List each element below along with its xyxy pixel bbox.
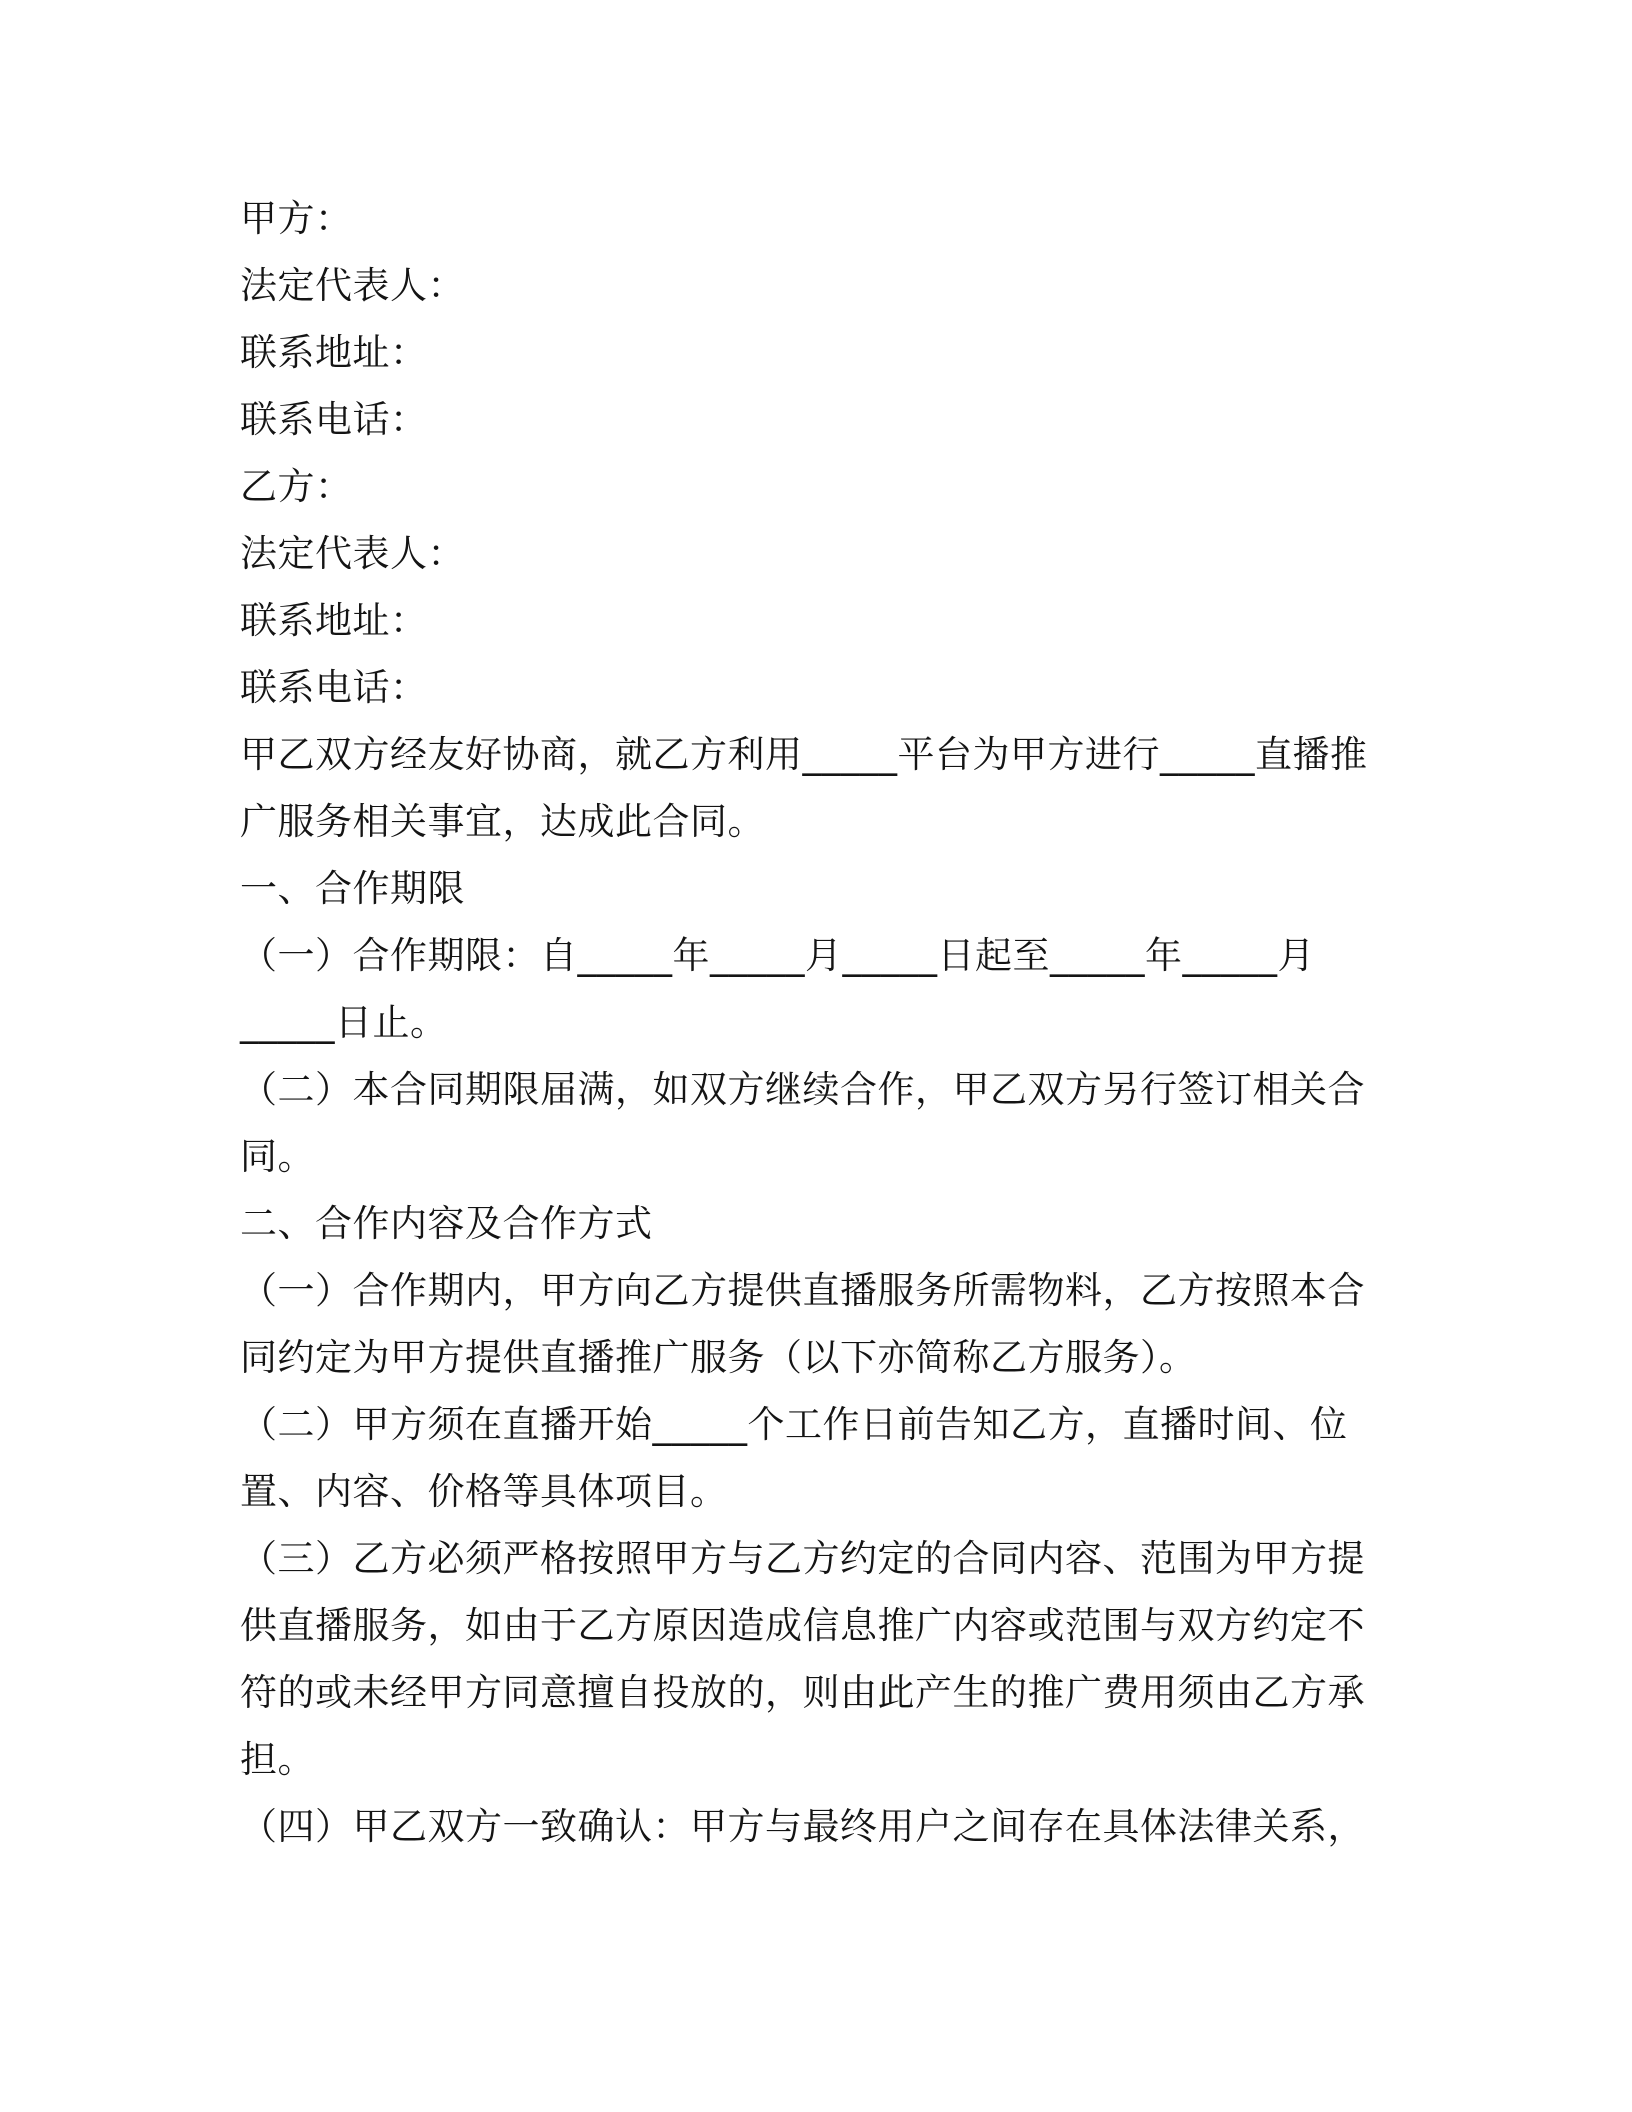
party-b-label: 乙方： (240, 465, 353, 508)
clause-line: （二）本合同期限届满，如双方继续合作，甲乙双方另行签订相关合 (240, 1068, 1365, 1111)
clause-line: （四）甲乙双方一致确认：甲方与最终用户之间存在具体法律关系， (240, 1805, 1365, 1848)
party-b-phone: 联系电话： (240, 666, 428, 709)
party-a-phone: 联系电话： (240, 398, 428, 441)
party-a-rep: 法定代表人： (240, 264, 465, 307)
clause-line: （一）合作期限：自_____年_____月_____日起至_____年_____月 (240, 934, 1315, 977)
intro-line: 广服务相关事宜，达成此合同。 (240, 800, 765, 843)
intro-line: 甲乙双方经友好协商，就乙方利用_____平台为甲方进行_____直播推 (240, 733, 1368, 776)
clause-line: 供直播服务，如由于乙方原因造成信息推广内容或范围与双方约定不 (240, 1604, 1365, 1647)
party-a-label: 甲方： (240, 197, 353, 240)
section-heading: 一、合作期限 (240, 867, 465, 910)
party-b-address: 联系地址： (240, 599, 428, 642)
party-a-address: 联系地址： (240, 331, 428, 374)
clause-line: 担。 (240, 1738, 315, 1781)
clause-line: 同。 (240, 1135, 315, 1178)
clause-line: 同约定为甲方提供直播推广服务（以下亦简称乙方服务）。 (240, 1336, 1197, 1379)
clause-line: _____日止。 (240, 1001, 448, 1044)
clause-line: （一）合作期内，甲方向乙方提供直播服务所需物料，乙方按照本合 (240, 1269, 1365, 1312)
section-heading: 二、合作内容及合作方式 (240, 1202, 653, 1245)
clause-line: 符的或未经甲方同意擅自投放的，则由此产生的推广费用须由乙方承 (240, 1671, 1365, 1714)
party-b-rep: 法定代表人： (240, 532, 465, 575)
clause-line: （二）甲方须在直播开始_____个工作日前告知乙方，直播时间、位 (240, 1403, 1348, 1446)
clause-line: （三）乙方必须严格按照甲方与乙方约定的合同内容、范围为甲方提 (240, 1537, 1365, 1580)
contract-body (240, 185, 1390, 1860)
clause-line: 置、内容、价格等具体项目。 (240, 1470, 728, 1513)
